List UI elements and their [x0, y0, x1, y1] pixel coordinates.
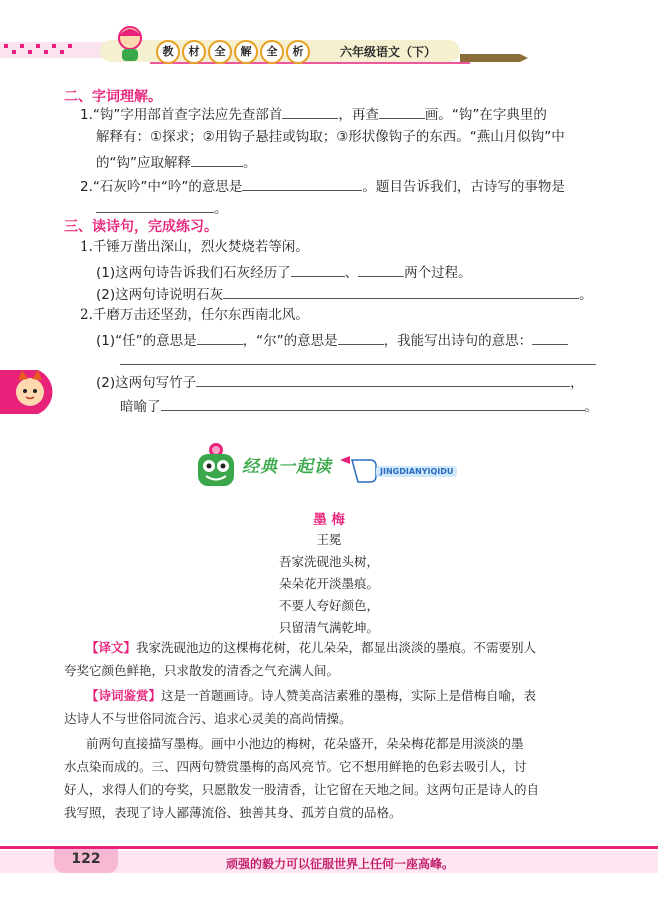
answer-blank[interactable] — [197, 330, 243, 345]
translation-line: 夸奖它颜色鲜艳，只求散发的清香之气充满人间。 — [64, 663, 340, 678]
s3-p2-q2-text-d: 。 — [584, 399, 598, 415]
header-char: 教 — [156, 40, 180, 64]
answer-blank[interactable] — [242, 176, 362, 191]
fox-mascot-icon — [0, 366, 62, 418]
s2-q2-text-a: 2.“石灰吟”中“吟”的意思是 — [80, 179, 243, 195]
s3-p2-q2-line2 — [120, 396, 598, 416]
header-char: 析 — [286, 40, 310, 64]
poem-author: 王冕 — [316, 532, 342, 547]
s3-p1-q1-text-c: 两个过程。 — [404, 265, 472, 281]
header-char: 解 — [234, 40, 258, 64]
appreciation-tag: 【诗词鉴赏】 — [86, 688, 162, 703]
header-bar — [0, 30, 658, 70]
answer-line[interactable] — [120, 364, 596, 365]
s2-q1-text-d: 的“钩”应取解释 — [96, 155, 191, 171]
poem-line: 不要人夸好颜色， — [278, 598, 379, 613]
section-3-title: 三、读诗句，完成练习。 — [64, 219, 218, 235]
grade-label: 六年级语文（下） — [340, 45, 437, 59]
s3-p1-q2-text-a: (2)这两句诗说明石灰 — [96, 287, 224, 303]
s3-p2-q2-text-b: ， — [570, 375, 584, 391]
header-title — [156, 40, 310, 64]
translation-line — [86, 636, 536, 659]
answer-blank[interactable] — [358, 262, 404, 277]
appreciation-line: 前两句直接描写墨梅。画中小池边的梅树，花朵盛开，朵朵梅花都是用淡淡的墨 — [86, 736, 524, 751]
poem-line: 朵朵花开淡墨痕。 — [278, 576, 379, 591]
answer-blank[interactable] — [379, 104, 425, 119]
answer-blank[interactable] — [196, 372, 570, 387]
appreciation-line: 水点染而成的。三、四两句赞赏墨梅的高风亮节。它不想用鲜艳的色彩去吸引人，讨 — [64, 759, 527, 774]
s3-p2-q2-text-c: 暗喻了 — [120, 399, 161, 415]
translation-tag: 【译文】 — [86, 640, 137, 655]
banner-pinyin: JINGDIANYIQIDU — [376, 466, 457, 477]
s3-p2-q1-text-a: (1)“任”的意思是 — [96, 333, 197, 349]
s3-p1-poem: 1.千锤万凿出深山，烈火焚烧若等闲。 — [80, 239, 309, 255]
s2-q2-text-b: 。题目告诉我们，古诗写的事物是 — [362, 179, 565, 195]
s2-q1-line2: 解释有：①探求；②用钩子悬挂或钩取；③形状像钩子的东西。“燕山月似钩”中 — [96, 129, 565, 145]
s2-q1-text-b: ，再查 — [338, 107, 379, 123]
s3-p1-q1-text-b: 、 — [344, 265, 359, 281]
answer-blank[interactable] — [291, 262, 345, 277]
s3-p1-q1 — [96, 262, 472, 282]
s3-p1-q1-text-a: (1)这两句诗告诉我们石灰经历了 — [96, 265, 291, 281]
appreciation-text: 这是一首题画诗。诗人赞美高洁素雅的墨梅，实际上是借梅自喻，表 — [161, 688, 537, 703]
answer-blank[interactable] — [96, 198, 214, 213]
s3-p2-q1-text-b: ，“尔”的意思是 — [242, 333, 338, 349]
poem-line: 只留清气满乾坤。 — [278, 620, 379, 635]
header-char: 全 — [260, 40, 284, 64]
poem-title: 墨 梅 — [313, 512, 345, 528]
appreciation-line: 我写照，表现了诗人鄙薄流俗、独善其身、孤芳自赏的品格。 — [64, 805, 402, 820]
answer-blank[interactable] — [191, 152, 243, 167]
cartoon-girl-icon — [108, 22, 152, 66]
s2-q2-line1 — [80, 176, 565, 196]
s3-p2-poem: 2.千磨万击还坚劲，任尔东西南北风。 — [80, 307, 309, 323]
s2-q2-text-c: 。 — [214, 201, 228, 217]
answer-blank[interactable] — [223, 284, 579, 299]
green-monster-icon — [190, 440, 242, 490]
page-number: 122 — [71, 851, 101, 867]
answer-blank[interactable] — [338, 330, 384, 345]
s2-q1-text-a: 1.“钩”字用部首查字法应先查部首 — [80, 107, 283, 123]
translation-text: 我家洗砚池边的这棵梅花树，花儿朵朵，都显出淡淡的墨痕。不需要别人 — [136, 640, 537, 655]
s2-q1-text-e: 。 — [243, 155, 257, 171]
header-decoration — [0, 30, 658, 70]
s2-q1-line3 — [96, 152, 257, 172]
s3-p1-q2-text-b: 。 — [579, 287, 593, 303]
poem-line: 吾家洗砚池头树， — [278, 554, 379, 569]
appreciation-line: 达诗人不与世俗同流合污、追求心灵美的高尚情操。 — [64, 711, 352, 726]
header-char: 全 — [208, 40, 232, 64]
appreciation-line — [86, 684, 536, 707]
s3-p1-q2 — [96, 284, 593, 304]
reading-banner — [190, 440, 490, 490]
footer-motto: 顽强的毅力可以征服世界上任何一座高峰。 — [226, 857, 455, 871]
answer-blank[interactable] — [161, 396, 585, 411]
appreciation-line: 好人，求得人们的夸奖，只愿散发一股清香，让它留在天地之间。这两句正是诗人的自 — [64, 782, 540, 797]
banner-title: 经典一起读 — [242, 457, 332, 477]
s2-q1-text-c: 画。“钩”在字典里的 — [424, 107, 547, 123]
s3-p2-q1 — [96, 330, 568, 350]
s2-q1-line1 — [80, 104, 547, 124]
s3-p2-q2 — [96, 372, 584, 392]
s3-p2-q1-text-c: ，我能写出诗句的意思： — [383, 333, 533, 349]
section-2-title: 二、字词理解。 — [64, 89, 162, 105]
s3-p2-q2-text-a: (2)这两句写竹子 — [96, 375, 197, 391]
s2-q2-line2 — [96, 198, 228, 218]
pointing-hand-icon — [340, 450, 380, 484]
answer-blank[interactable] — [282, 104, 338, 119]
header-char: 材 — [182, 40, 206, 64]
answer-blank[interactable] — [532, 330, 568, 345]
